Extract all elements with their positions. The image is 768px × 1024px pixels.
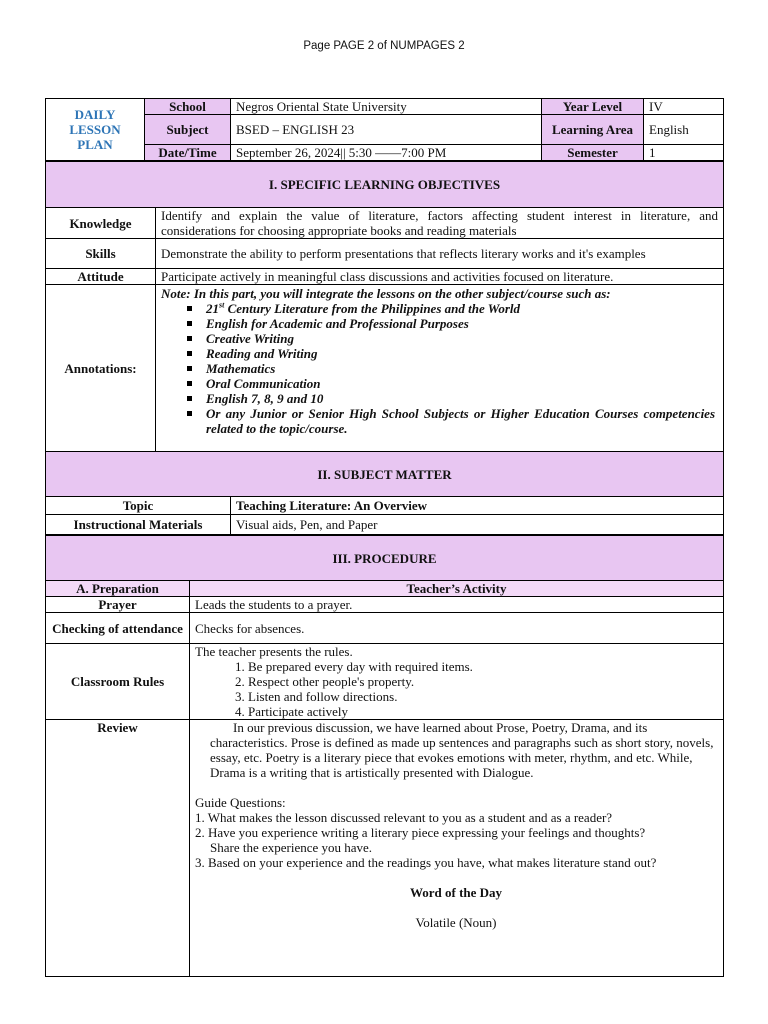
annotations-note: Note: In this part, you will integrate the lessons on the other subject/course such as: [161, 286, 611, 301]
page-header: Page PAGE 2 of NUMPAGES 2 [303, 40, 465, 52]
list-item: English 7, 8, 9 and 10 [206, 391, 715, 406]
skills-text: Demonstrate the ability to perform presentations that reflects literary works and it's examples [156, 239, 724, 269]
school-value: Negros Oriental State University [231, 99, 542, 115]
topic-value: Teaching Literature: An Overview [231, 497, 724, 515]
rules-list [195, 659, 718, 719]
guide-questions-heading: Guide Questions: [195, 795, 286, 810]
datetime-label: Date/Time [145, 145, 231, 161]
list-item: 2. Respect other people's property. [248, 674, 718, 689]
list-item: Oral Communication [206, 376, 715, 391]
skills-label: Skills [46, 239, 156, 269]
prayer-text: Leads the students to a prayer. [190, 597, 724, 613]
semester-value: 1 [644, 145, 724, 161]
annotations-list [161, 301, 715, 436]
word-of-day-heading: Word of the Day [409, 885, 503, 900]
procedure-table [45, 535, 724, 977]
list-item: Reading and Writing [206, 346, 715, 361]
list-item: 1. Be prepared every day with required items. [248, 659, 718, 674]
guide-question-2-continuation: Share the experience you have. [210, 840, 373, 855]
topic-label: Topic [46, 497, 231, 515]
objectives-heading: I. SPECIFIC LEARNING OBJECTIVES [46, 162, 724, 208]
annotations-label: Annotations: [46, 285, 156, 452]
list-item: 4. Participate actively [248, 704, 718, 719]
classroom-rules-content [190, 644, 724, 720]
materials-label: Instructional Materials [46, 515, 231, 535]
year-level-value: IV [644, 99, 724, 115]
guide-question-3: 3. Based on your experience and the readings you have, what makes literature stand out? [195, 855, 657, 870]
attendance-text: Checks for absences. [190, 613, 724, 644]
dlp-title: DAILY LESSON PLAN [46, 99, 145, 161]
objectives-table [45, 161, 724, 452]
year-level-label: Year Level [542, 99, 644, 115]
attitude-text: Participate actively in meaningful class discussions and activities focused on literature. [156, 269, 724, 285]
attitude-label: Attitude [46, 269, 156, 285]
school-label: School [145, 99, 231, 115]
guide-question-1: 1. What makes the lesson discussed relevant to you as a student and as a reader? [195, 810, 613, 825]
list-item: Creative Writing [206, 331, 715, 346]
teacher-activity-column-header: Teacher’s Activity [190, 581, 724, 597]
subject-label: Subject [145, 115, 231, 145]
list-item: English for Academic and Professional Purposes [206, 316, 715, 331]
learning-area-label: Learning Area [542, 115, 644, 145]
classroom-rules-label: Classroom Rules [46, 644, 190, 720]
review-paragraph: In our previous discussion, we have learned about Prose, Poetry, Drama, and its characteristics. Prose is defined as made up sentences and paragraphs such as short story, novels, essay, etc. Poetry is a literary piece that evokes emotions with meter, rhythm, and etc. While, Drama is a writing that is artistically presented with Dialogue. [210, 720, 714, 780]
learning-area-value: English [644, 115, 724, 145]
attendance-label: Checking of attendance [46, 613, 190, 644]
review-content [190, 720, 724, 977]
review-label: Review [46, 720, 190, 977]
materials-value: Visual aids, Pen, and Paper [231, 515, 724, 535]
list-item: 3. Listen and follow directions. [248, 689, 718, 704]
list-item: Mathematics [206, 361, 715, 376]
lesson-header-table [45, 98, 724, 161]
datetime-value: September 26, 2024|| 5:30 ——7:00 PM [231, 145, 542, 161]
subject-matter-table [45, 451, 724, 535]
list-item: Or any Junior or Senior High School Subjects or Higher Education Courses competencies related to the topic/course. [206, 406, 716, 436]
subject-matter-heading: II. SUBJECT MATTER [46, 452, 724, 497]
list-item: 21st Century Literature from the Philippines and the World [206, 301, 715, 316]
annotations-content [156, 285, 724, 452]
procedure-heading: III. PROCEDURE [46, 536, 724, 581]
knowledge-text: Identify and explain the value of literature, factors affecting student interest in literature, and considerations for choosing appropriate books and reading materials [156, 208, 724, 239]
preparation-column-header: A. Preparation [46, 581, 190, 597]
prayer-label: Prayer [46, 597, 190, 613]
guide-question-2: 2. Have you experience writing a literary piece expressing your feelings and thoughts? [195, 825, 646, 840]
subject-value: BSED – ENGLISH 23 [231, 115, 542, 145]
word-of-day: Volatile (Noun) [415, 915, 497, 930]
knowledge-label: Knowledge [46, 208, 156, 239]
rules-intro: The teacher presents the rules. [195, 644, 353, 659]
semester-label: Semester [542, 145, 644, 161]
